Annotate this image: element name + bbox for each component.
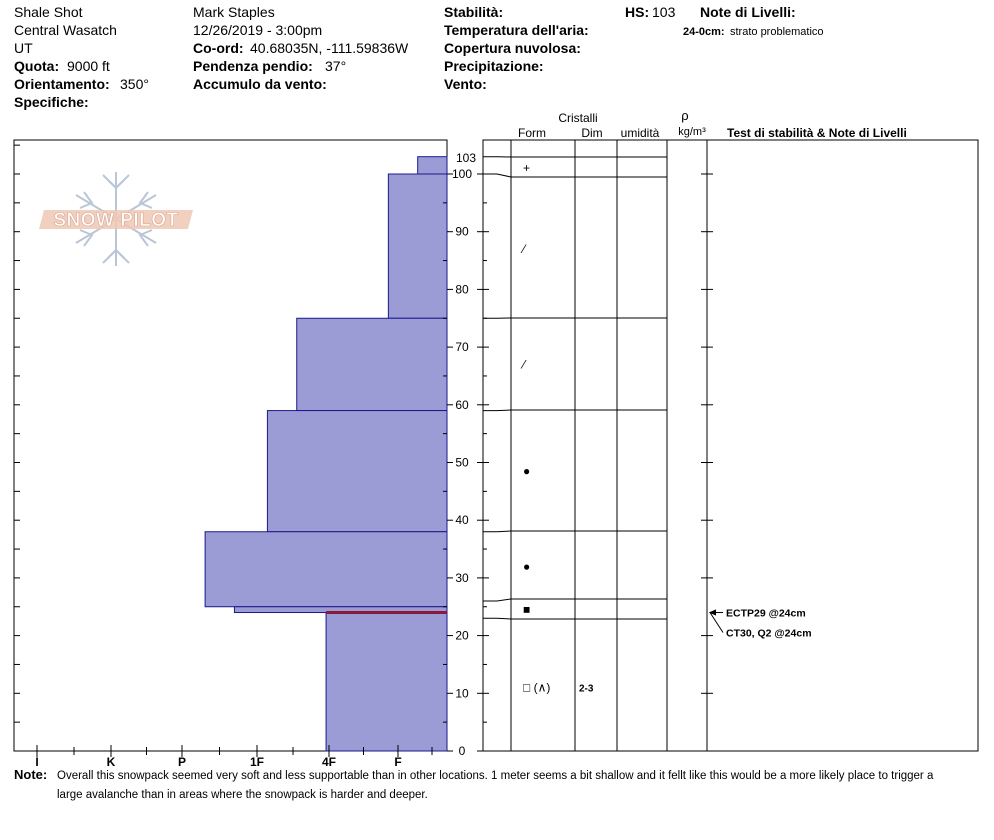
coord-value: 40.68035N, -111.59836W xyxy=(250,40,409,56)
layer-connector xyxy=(483,410,511,411)
height-tick-label: 40 xyxy=(455,513,469,528)
hardness-layer-bar xyxy=(418,157,447,174)
crystal-form-symbol: ● xyxy=(523,464,531,479)
density-symbol: ρ xyxy=(681,108,689,123)
slope-value: 37° xyxy=(325,58,347,74)
header xyxy=(14,4,824,110)
crystal-form-symbol: □ (∧) xyxy=(523,680,551,695)
layer-notes-label: Note di Livelli: xyxy=(700,4,796,20)
height-tick-label: 0 xyxy=(458,744,466,758)
stability-test-label: CT30, Q2 @24cm xyxy=(726,627,812,640)
elevation-value: 9000 ft xyxy=(67,58,110,74)
height-tick-label: 70 xyxy=(455,340,469,355)
height-tick-label: 50 xyxy=(455,455,469,470)
stability-test-label: ECTP29 @24cm xyxy=(726,607,806,620)
height-tick-label: 60 xyxy=(455,397,469,412)
state-name: UT xyxy=(14,40,33,56)
crystals-header: Cristalli xyxy=(558,111,598,125)
crystal-form-symbol: ⁄ xyxy=(523,357,526,372)
hardness-tick-label: P xyxy=(177,755,187,769)
crystal-form-symbol: ■ xyxy=(523,602,531,617)
crystal-form-symbol: ● xyxy=(523,559,531,574)
hardness-layer-bar xyxy=(205,532,447,607)
coord-label: Co-ord: xyxy=(193,40,244,56)
test-arrow-head xyxy=(709,610,716,616)
wind-label: Vento: xyxy=(444,76,487,92)
height-tick-label: 80 xyxy=(455,282,469,297)
specifics-label: Specifiche: xyxy=(14,94,89,110)
crystal-form-symbol: + xyxy=(523,161,531,176)
density-unit: kg/m³ xyxy=(678,126,706,138)
crystal-size: 2-3 xyxy=(579,683,594,695)
layer-note-depth: 24-0cm: xyxy=(683,26,725,38)
layer-connector xyxy=(483,174,511,177)
hardness-tick-label: I xyxy=(35,755,39,769)
note-line-2: large avalanche than in areas where the snowpack is harder and deeper. xyxy=(57,789,428,801)
layer-connector xyxy=(483,599,511,601)
observation-datetime: 12/26/2019 - 3:00pm xyxy=(193,22,323,38)
hardness-tick-label: F xyxy=(394,755,402,769)
stability-tests xyxy=(709,608,812,640)
precip-label: Precipitazione: xyxy=(444,58,544,74)
hardness-tick-label: K xyxy=(106,755,116,769)
wind-loading-label: Accumulo da vento: xyxy=(193,76,327,92)
hardness-layer-bar xyxy=(297,318,447,410)
form-header: Form xyxy=(518,126,546,140)
note-line-1: Overall this snowpack seemed very soft and less supportable than in other locations. 1 meter seems a bit shallow and it fellt like this would be a more likely place to trigger a xyxy=(57,770,934,782)
hs-value: 103 xyxy=(652,4,676,20)
layer-connector xyxy=(483,618,511,619)
height-tick-label: 20 xyxy=(455,628,469,643)
crystal-table xyxy=(483,108,978,751)
aspect-value: 350° xyxy=(120,76,149,92)
height-tick-label: 100 xyxy=(451,167,473,181)
footer-note xyxy=(14,767,934,801)
stability-label: Stabilità: xyxy=(444,4,504,20)
logo-text: SNOW PILOT xyxy=(53,210,179,231)
air-temp-label: Temperatura dell'aria: xyxy=(444,22,589,38)
hardness-layer-bar xyxy=(267,411,447,532)
total-height-label: 103 xyxy=(456,151,477,165)
elevation-label: Quota: xyxy=(14,58,60,74)
test-arrow-line xyxy=(710,613,723,633)
sky-label: Copertura nuvolosa: xyxy=(444,40,581,56)
slope-label: Pendenza pendio: xyxy=(193,58,313,74)
observer-name: Mark Staples xyxy=(193,4,275,20)
crystal-rows xyxy=(520,161,594,694)
hardness-chart xyxy=(14,140,447,769)
size-header: Dim xyxy=(581,126,603,140)
height-tick-label: 10 xyxy=(455,686,469,701)
range-name: Central Wasatch xyxy=(14,22,117,38)
hs-label: HS: xyxy=(625,4,650,20)
site-name: Shale Shot xyxy=(14,4,83,20)
hardness-layer-bar xyxy=(326,613,447,751)
table-frame xyxy=(483,140,978,751)
height-tick-label: 30 xyxy=(455,570,469,585)
layer-note-text: strato problematico xyxy=(730,26,824,38)
hardness-layer-bar xyxy=(388,174,447,318)
moisture-header: umidità xyxy=(620,126,660,140)
layer-connector xyxy=(483,531,511,532)
hardness-tick-label: 1F xyxy=(249,755,265,769)
aspect-label: Orientamento: xyxy=(14,76,110,92)
height-tick-label: 90 xyxy=(455,224,469,239)
tests-header: Test di stabilità & Note di Livelli xyxy=(727,126,907,140)
hardness-tick-label: 4F xyxy=(321,755,337,769)
crystal-form-symbol: ⁄ xyxy=(523,242,526,257)
note-label: Note: xyxy=(14,767,48,782)
